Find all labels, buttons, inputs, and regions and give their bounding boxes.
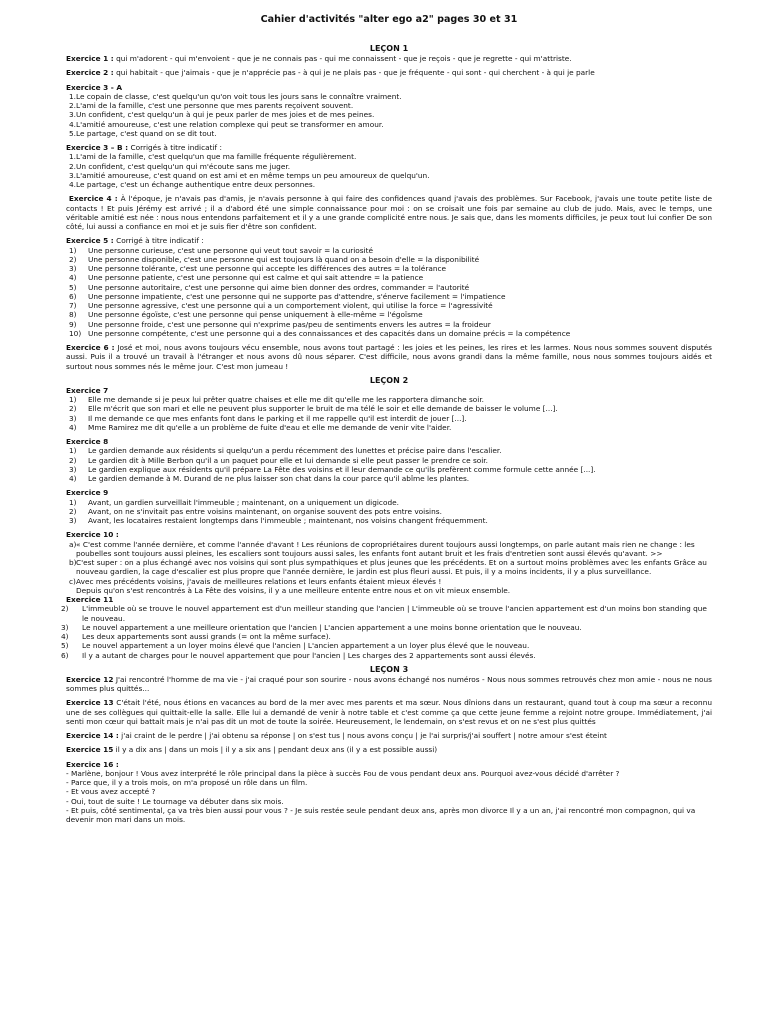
exercise-7-label: Exercice 7 (66, 385, 109, 395)
exercise-5: Exercice 5 : Corrigé à titre indicatif : 1) Une personne curieuse, c'est une personne qui veut tout savoir = la curiosité 2) Une personne disponible, c'est une personne qui est toujours là quand on a besoin d'elle = la disponibilité 3) Une personne tolérante, c'est une personne qui accepte les différences des autres = la tolérance 4) Une personne patiente, c'est une personne qui est calme et qui sait attendre = la patience 5) Une personne autoritaire, c'est une personne qui aime bien donner des ordres, commander = l'autorité 6) Une personne impatiente, c'est une personne qui ne supporte pas d'attendre, s'énerve facilement = l'impatience 7) Une personne agressive, c'est une personne qui a un comportement violent, qui utilise la force = l'agressivité 8) Une personne égoïste, c'est une personne qui pense uniquement à elle-même = l'égoïsme 9) Une personne froide, c'est une personne qui n'exprime pas/peu de sentiments envers les autres = la froideur 10) Une personne compétente, c'est une personne qui a des connaissances et des capacités dans un domaine précis = la compétence (66, 236, 712, 338)
exercise-2-answers: qui habitait - que j'aimais - que je n'apprécie pas - à qui je ne plais pas - que je fréquente - qui sont - qui cherchent - à qui je parle (113, 68, 595, 78)
exercise-6-text: José et moi, nous avons toujours vécu ensemble, nous avons tout partagé : les joies et les peines, les rires et les larmes. Nous nous sommes souvent disputés aussi. Puis il a trouvé un travail à l'étranger et nous avons dû nous séparer. C'est difficile, nous avons grandi dans la même famille, nous nous sommes toujours aidés et surtout nous sommes nés le même jour. C'est mon jumeau ! (66, 343, 712, 371)
list-item: 7) Une personne agressive, c'est une personne qui a un comportement violent, qui utilise la force = l'agressivité (69, 301, 493, 310)
dialogue-line: - Et puis, côté sentimental, ça va très bien aussi pour vous ? - Je suis restée seule pendant deux ans, après mon divorce Il y a un an, j'ai rencontré mon compagnon, qui va devenir mon mari dans un mois. (66, 805, 696, 824)
exercise-4-text: À l'époque, je n'avais pas d'amis, je n'avais personne à qui faire des confidences quand j'avais des problèmes. Sur Facebook, j'avais une toute petite liste de contacts ! Et puis Jérémy est arrivé ; il a d'abord été une simple connaissance pour moi : on se croisait une fois par semaine au club de judo. Mais, avec le temps, une véritable amitié est née : nous nous entendons parfaitement et il y a une grande complicité entre nous. Je sais que, dans les moments difficiles, je peux tout lui confier De son côté, lui aussi a confiance en moi et je suis fier d'être son confident. (66, 194, 712, 231)
exercise-4-label: Exercice 4 : (68, 194, 118, 204)
list-item: 4) Mme Ramirez me dit qu'elle a un problème de fuite d'eau et elle me demande de venir vite l'aider. (69, 422, 452, 432)
exercise-3a (66, 83, 712, 139)
list-item: 1) Elle me demande si je peux lui prêter quatre chaises et elle me dit qu'elle me les rapportera dimanche soir. (69, 395, 485, 404)
list-item: a) « C'est comme l'année dernière, et comme l'année d'avant ! Les réunions de copropriétaires durent toujours aussi longtemps, on parle autant mais rien ne change : les poubelles sont toujours aussi pleines, les escaliers sont toujours aussi sales, les enfants font autant bruit et les frais d'entretien sont aussi élevés qu'avant. >> (69, 539, 695, 558)
exercise-3b-list (66, 152, 712, 189)
list-item: 1) Le gardien demande aux résidents si quelqu'un a perdu récemment des lunettes et précise paire dans l'escalier. (69, 446, 502, 456)
exercise-8 (66, 437, 712, 483)
exercise-10-label: Exercice 10 : (66, 530, 119, 540)
exercise-3b: Exercice 3 – B : Corrigés à titre indicatif : 1. L'ami de la famille, c'est quelqu'un que ma famille fréquente régulièrement. 2. Un confident, c'est quelqu'un qui m'écoute sans me juger. 3. L'amitié amoureuse, c'est quand on est ami et en même temps un peu amoureux de quelqu'un. 4. Le partage, c'est un échange authentique entre deux personnes. (66, 143, 712, 189)
exercise-2 (66, 68, 712, 77)
exercise-15-label: Exercice 15 (66, 745, 114, 755)
list-item: 4) Une personne patiente, c'est une personne qui est calme et qui sait attendre = la patience (69, 273, 424, 283)
exercise-3a-list (66, 92, 712, 138)
exercise-11-list (61, 604, 712, 660)
list-item: 1) Avant, un gardien surveillait l'immeuble ; maintenant, on a uniquement un digicode. (69, 497, 399, 507)
exercise-5-label: Exercice 5 : (66, 236, 114, 246)
lecon-2-heading: LEÇON 2 (369, 375, 409, 385)
exercise-13: Exercice 13 C'était l'été, nous étions en vacances au bord de la mer avec mes parents et ma sœur. Nous dînions dans un restaurant, quand tout à coup ma sœur a reconnu une de ses collègues qui quittait-elle la salle. Elle lui a demandé de venir à notre table et c'est comme ça que cette jeune femme a rejoint notre groupe. Immédiatement, j'ai senti mon cœur qui battait mais je n'ai pas dit un mot de toute la soirée. Heureusement, le lendemain, on s'est revus et on ne s'est plus quittés (66, 698, 713, 726)
list-item: 1) Une personne curieuse, c'est une personne qui veut tout savoir = la curiosité (69, 245, 374, 255)
exercise-11 (61, 595, 712, 660)
dialogue-line: - Oui, tout de suite ! Le tournage va débuter dans six mois. (66, 796, 284, 806)
lecon-1-heading: LEÇON 1 (369, 44, 409, 53)
dialogue-line: - Et vous avez accepté ? (66, 787, 156, 797)
document-title: Cahier d'activités "alter ego a2" pages 30 et 31 (260, 14, 518, 25)
list-item: 4. L'amitié amoureuse, c'est une relation complexe qui peut se transformer en amour. (69, 119, 384, 129)
list-item: 6) Il y a autant de charges pour le nouvel appartement que pour l'ancien | Les charges des 2 appartements sont aussi élevés. (61, 650, 536, 660)
list-item: 5) Le nouvel appartement a un loyer moins élevé que l'ancien | L'ancien appartement a un loyer plus élevé que le nouveau. (61, 641, 530, 651)
lecon-3-heading: LEÇON 3 (369, 664, 409, 674)
exercise-8-label: Exercice 8 (66, 437, 109, 446)
list-item: 3) Le nouvel appartement a une meilleure orientation que l'ancien | L'ancien appartement a une moins bonne orientation que le nouveau. (61, 622, 582, 632)
list-item: 2) Avant, on ne s'invitait pas entre voisins maintenant, on organise souvent des pots entre voisins. (69, 506, 442, 516)
list-item: 5) Une personne autoritaire, c'est une personne qui aime bien donner des ordres, commander = l'autorité (69, 282, 470, 292)
list-item: c) Avec mes précédents voisins, j'avais de meilleures relations et leurs enfants étaient mieux élevés ! (69, 576, 442, 586)
list-item: 8) Une personne égoïste, c'est une personne qui pense uniquement à elle-même = l'égoïsme (69, 310, 423, 320)
list-item: 1. L'ami de la famille, c'est quelqu'un que ma famille fréquente régulièrement. (69, 152, 357, 162)
list-item: 2. L'ami de la famille, c'est une personne que mes parents reçoivent souvent. (69, 101, 354, 110)
list-item: 3) Il me demande ce que mes enfants font dans le parking et il me rappelle qu'il est interdit de jouer [...]. (69, 413, 467, 423)
exercise-5-list (66, 246, 712, 339)
list-item: 2) L'immeuble où se trouve le nouvel appartement est d'un meilleur standing que l'ancien | L'immeuble où se trouve l'ancien appartement est d'un moins bon standing que le nouveau. (61, 604, 707, 623)
list-item: 2) Le gardien dit à Mille Berbon qu'il a un paquet pour elle et lui demande si elle peut passer le prendre ce soir. (69, 455, 488, 465)
exercise-13-label: Exercice 13 (66, 698, 114, 708)
exercise-10-list (66, 540, 712, 586)
list-item: 3. L'amitié amoureuse, c'est quand on est ami et en même temps un peu amoureux de quelqu'un. (69, 170, 430, 180)
exercise-16-dialogue (66, 769, 712, 825)
exercise-16-label: Exercice 16 : (66, 759, 119, 769)
exercise-7 (66, 386, 712, 432)
exercise-15: Exercice 15 il y a dix ans | dans un mois | il y a six ans | pendant deux ans (il y a est possible aussi) (66, 745, 438, 755)
exercise-11-label: Exercice 11 (66, 595, 114, 604)
dialogue-line: - Parce que, il y a trois mois, on m'a proposé un rôle dans un film. (66, 778, 308, 787)
list-item: 4) Le gardien demande à M. Durand de ne plus laisser son chat dans la cour parce qu'il abîme les plantes. (69, 474, 470, 483)
list-item: 3) Le gardien explique aux résidents qu'il prépare La Fête des voisins et il leur demande ce qu'ils prefèrent comme formule cette année [...]. (69, 464, 596, 474)
exercise-1-answers: qui m'adorent - qui m'envoient - que je ne connais pas - qui me connaissent - que je reçois - que je regrette - qui m'attriste. (113, 54, 572, 63)
list-item: 4) Les deux appartements sont aussi grands (= ont la même surface). (61, 632, 331, 641)
exercise-9 (66, 488, 712, 525)
list-item: 2. Un confident, c'est quelqu'un qui m'écoute sans me juger. (69, 161, 291, 171)
exercise-12: Exercice 12 J'ai rencontré l'homme de ma vie - j'ai craqué pour son sourire - nous avons échangé nos numéros - Nous nous sommes retrouvés chez mon amie - nous ne nous sommes plus quittés... (66, 674, 712, 693)
list-item: 10) Une personne compétente, c'est une personne qui a des connaissances et des capacités dans un domaine précis = la compétence (69, 328, 571, 338)
exercise-9-list (66, 498, 712, 526)
exercise-14: Exercice 14 : j'ai craint de le perdre | j'ai obtenu sa réponse | on s'est tus | nous avons conçu | je l'ai surpris/j'ai souffert | notre amour s'est éteint (66, 731, 607, 740)
exercise-3b-label: Exercice 3 – B : (66, 143, 129, 152)
exercise-14-label: Exercice 14 : (66, 731, 119, 740)
exercise-6-label: Exercice 6 : (66, 343, 115, 352)
exercise-3a-label: Exercice 3 - A (66, 82, 123, 92)
exercise-1 (66, 54, 712, 63)
list-item: 2) Elle m'écrit que son mari et elle ne peuvent plus supporter le bruit de ma télé le soir et elle demande de baisser le volume [...]. (69, 404, 558, 414)
exercise-8-list (66, 446, 712, 483)
exercise-2-label: Exercice 2 : (66, 68, 114, 78)
list-item: 4. Le partage, c'est un échange authentique entre deux personnes. (69, 180, 316, 189)
dialogue-line: - Marlène, bonjour ! Vous avez interprété le rôle principal dans la pièce à succès Fou de vous pendant deux ans. Pourquoi avez-vous décidé d'arrêter ? (66, 768, 620, 778)
list-item: 3) Une personne tolérante, c'est une personne qui accepte les différences des autres = la tolérance (69, 264, 447, 273)
list-item: 3) Avant, les locataires restaient longtemps dans l'immeuble ; maintenant, nos voisins changent fréquemment. (69, 516, 488, 525)
list-item: 6) Une personne impatiente, c'est une personne qui ne supporte pas d'attendre, s'énerve facilement = l'impatience (69, 291, 506, 301)
list-item: b) C'est super : on a plus échangé avec nos voisins qui sont plus sympathiques et plus jeunes que les précédents. Et on a surtout moins problèmes avec les enfants Grâce au nouveau gardien, la cage d'escalier est plus propre que l'année dernière, le jardin est plus fleuri aussi. Et puis, il y a moins incidents, il y a plus surveillance. (69, 558, 707, 577)
exercise-10-tail: Depuis qu'on s'est rencontrés à La Fête des voisins, il y a une meilleure entente entre nous et on vit mieux ensemble. (76, 585, 511, 595)
list-item: 5. Le partage, c'est quand on se dit tout. (69, 128, 217, 138)
list-item: 1. Le copain de classe, c'est quelqu'un qu'on voit tous les jours sans le connaître vraiment. (69, 91, 402, 101)
list-item: 2) Une personne disponible, c'est une personne qui est toujours là quand on a besoin d'elle = la disponibilité (69, 254, 480, 264)
exercise-9-label: Exercice 9 (66, 488, 109, 498)
exercise-4 (66, 194, 712, 231)
exercise-6 (66, 343, 712, 371)
exercise-10 (66, 530, 712, 595)
list-item: 3. Un confident, c'est quelqu'un à qui je peux parler de mes joies et de mes peines. (69, 110, 375, 120)
exercise-12-label: Exercice 12 (66, 674, 114, 684)
exercise-1-label: Exercice 1 : (66, 54, 114, 63)
exercise-7-list (66, 395, 712, 432)
list-item: 9) Une personne froide, c'est une personne qui n'exprime pas/peu de sentiments envers les autres = la froideur (69, 319, 491, 329)
exercise-16 (66, 760, 712, 825)
